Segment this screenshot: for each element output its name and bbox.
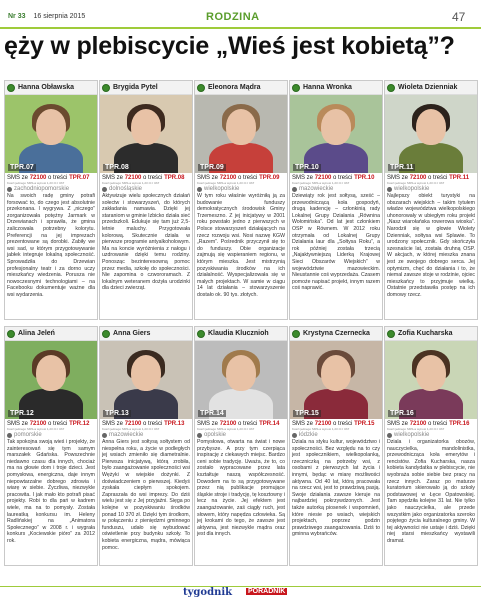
- sms-number: 72100: [124, 175, 142, 181]
- sms-code: TPR.09: [259, 175, 280, 181]
- sms-instruction: [195, 419, 287, 427]
- candidate-card: [4, 80, 98, 320]
- sms-mid: o treści: [48, 175, 68, 181]
- sms-number: 72100: [409, 421, 427, 427]
- sms-cost-note: Koszt jednego SMS-a wynosi 1,23 zł z VAT: [197, 181, 255, 185]
- candidate-bio: Najlepszy obiekt turystyki na obszarach wiejskich – takim tytułem władze województwa wielkopolskiego uhonorowały w ubiegłym roku projekt „Nasz wiarołańska rowerowa wioska”. Narodził się w głowie Wiolety Dzienniak, sołtysa wsi Splawie. To urodzony społecznik. Gdy skończyła szesnaście lat, została druhną OSP. W akcjach, w której mieszka znana jest ze swojego dobrego serca. Jej optymizm, chęć do działania i to, że niemal zawsze stoje w rodzinie, ojciec mieszkańcy to przyjmuje wielką. Ostatnie przedstawiła postęp na ich domowy rzecz.: [387, 193, 475, 298]
- region-name: opolskie: [204, 432, 227, 438]
- sms-prefix: SMS ze: [387, 175, 409, 181]
- sms-number: 72100: [409, 175, 427, 181]
- pin-icon: [102, 330, 110, 338]
- page-footer: [0, 586, 481, 600]
- candidate-photo: [290, 95, 382, 173]
- photo-code: TPR.08: [105, 164, 129, 171]
- sms-cost-note: Koszt jednego SMS-a wynosi 1,23 zł z VAT: [7, 181, 65, 185]
- region-name: pomorskie: [14, 432, 42, 438]
- candidate-bio: Dziewiąty rok jest sołtysą, sześć – przewodniczącą koła gospodyń, drugą kadencję – członkinią rady Lokalnej Grupy Działania „Równina Wołomińska”. Od lat jest członkiem OSP w Równem. W 2012 roku otrzymała od Lokalnej Grupy Działania laur dla „Sołtysa Roku”, a rok później została trzecią „Najaktywniejszą Liderką Krajowej Sieci Obszarów Wiejskich” w województwie mazowieckim. Nieustannie coś wyprzedaża. Czasem pomoże napisać projekt, innym razem coś naprawić.: [292, 193, 380, 292]
- candidate-name-bar: [5, 81, 97, 95]
- candidate-photo: [385, 95, 477, 173]
- sms-prefix: SMS ze: [7, 175, 29, 181]
- candidate-name: Brygida Pytel: [113, 84, 158, 91]
- sms-code: TPR.07: [69, 175, 90, 181]
- candidate-card: [384, 326, 478, 566]
- candidate-photo: [5, 341, 97, 419]
- photo-code: TPR.14: [200, 410, 224, 417]
- sms-prefix: SMS ze: [102, 175, 124, 181]
- pin-icon: [7, 330, 15, 338]
- location-icon: [387, 187, 392, 192]
- section-label: RODZINA: [206, 11, 260, 23]
- photo-code: TPR.12: [10, 410, 34, 417]
- candidate-card: [99, 80, 193, 320]
- sms-instruction: [385, 419, 477, 427]
- photo-code: TPR.16: [390, 410, 414, 417]
- sms-mid: o treści: [428, 175, 448, 181]
- sms-mid: o treści: [48, 421, 68, 427]
- candidate-name-bar: [290, 327, 382, 341]
- candidate-photo: [385, 341, 477, 419]
- candidate-bio: Dziala na styku kultur, województwo i społeczności. Bez względu na to czy jest społecznikiem, wielkopolanką, rzeczniczką na potrzeby wsi, z osobami z pierwszych lat życia i innymi, będąc w miarę możliwości aktywna. Od 40 lat, którą pracowała na rzecz wsi, jest to prawdziwą pasją. Swoje działania zawsze kieruje na najbardziej pokrzywdzonych. Jest także autorką piosenek i wspomnień, które niesie po wsiach, wiejskich projektach, poprzez godzin prawdziwego zaangażowania. Dziś to gminna wybrańców.: [292, 439, 380, 538]
- location-icon: [197, 187, 202, 192]
- pin-icon: [292, 84, 300, 92]
- sms-number: 72100: [124, 421, 142, 427]
- pin-icon: [387, 84, 395, 92]
- issue-info: [8, 13, 85, 20]
- candidate-name: Zofia Kucharska: [398, 330, 453, 337]
- candidate-bio: Aktywizuje wielu społecznych działań sołectw i stowarzyszeń, do których zakładania namawia. Dzięki jej staraniom w gminie Izbicko działa sieć przedszkoli. Edukuje się tam już 2,5-letnie maluchy. Przygotowała kolorową. Skutecznie działa w pierwsze programie antyalkoholowym. Ma na koncie wyróżnienia z nałogu i uzdrowanie dzięki temu rodziny. Ponosząc bezinteresowną pomoc przez media, szkołę do społeczności. Nie zapomina o czwororamach. Z lokalnym weteranem dożyła urodzinki dla dzieci zwierząt.: [102, 193, 190, 292]
- sms-mid: o treści: [333, 175, 353, 181]
- brand-logo-secondary: PORADNIK: [248, 588, 286, 595]
- pin-icon: [292, 330, 300, 338]
- sms-code: TPR.15: [354, 421, 375, 427]
- sms-code: TPR.10: [354, 175, 375, 181]
- photo-code: TPR.11: [390, 164, 414, 171]
- sms-cost-note: Koszt jednego SMS-a wynosi 1,23 zł z VAT: [387, 427, 445, 431]
- region: [290, 431, 382, 439]
- region: [100, 185, 192, 193]
- header-divider: [0, 27, 481, 29]
- candidate-name: Klaudia Klucznioh: [208, 330, 269, 337]
- candidate-name-bar: [100, 327, 192, 341]
- location-icon: [197, 433, 202, 438]
- page-title: ęży w plebiscycie „Wieś jest kobietą”?: [4, 32, 455, 60]
- candidate-card: [99, 326, 193, 566]
- sms-instruction: [195, 173, 287, 181]
- candidate-photo: [195, 341, 287, 419]
- candidate-name-bar: [195, 81, 287, 95]
- candidate-name-bar: [385, 327, 477, 341]
- sms-prefix: SMS ze: [197, 421, 219, 427]
- sms-code: TPR.16: [449, 421, 470, 427]
- sms-code: TPR.11: [449, 175, 470, 181]
- location-icon: [7, 187, 12, 192]
- region-name: dolnośląskie: [109, 186, 143, 192]
- sms-number: 72100: [29, 421, 47, 427]
- sms-number: 72100: [29, 175, 47, 181]
- region: [5, 185, 97, 193]
- issue-number: Nr 33: [8, 13, 26, 20]
- region: [385, 185, 477, 193]
- candidate-name-bar: [290, 81, 382, 95]
- candidate-name: Eleonora Mądra: [208, 84, 261, 91]
- sms-cost-note: Koszt jednego SMS-a wynosi 1,23 zł z VAT: [292, 427, 350, 431]
- candidate-bio: Anna Giers jest sołtysą sołtystem od niespełna roku, a życie w podległych jej wsiach zmieniło się diametralnie. Pierwsza inicjatywą, którą zrobiła, było zaangażowanie społeczności wsi Wężyki w wiejskie dożynki. Z doświadczeniem o pierwszej. Kiedyś zyskała ciepłym spokojem. Zapraszała do wsi imprezy. Do dziś wielu jest się z Jej przyjaźni. Sięga po kolejne w pozyskiwaniu środków ponad 10 370 zł. Dzięki tym środkom, w połączeniu z pieniędzmi gminnego funduszu, udało się wybudować oświetlenie przy budynku szkoły. To kobieta energiczna, mądra, mówiąca pomoc.: [102, 439, 190, 551]
- sms-prefix: SMS ze: [102, 421, 124, 427]
- region: [195, 431, 287, 439]
- region: [290, 185, 382, 193]
- pin-icon: [7, 84, 15, 92]
- region: [5, 431, 97, 439]
- sms-prefix: SMS ze: [197, 175, 219, 181]
- pin-icon: [387, 330, 395, 338]
- photo-code: TPR.13: [105, 410, 129, 417]
- candidate-card: [4, 326, 98, 566]
- sms-number: 72100: [314, 421, 332, 427]
- sms-number: 72100: [219, 175, 237, 181]
- sms-mid: o treści: [428, 421, 448, 427]
- sms-code: TPR.08: [164, 175, 185, 181]
- sms-prefix: SMS ze: [292, 175, 314, 181]
- sms-instruction: [100, 173, 192, 181]
- region: [195, 185, 287, 193]
- candidate-bio: Dziala i organizatorka obozów, nauczycielka, mandolinistka, przewodnicząca koła emerytów i rencistów. Zofia Kucharska, nasza kobieta kandydatka w plebiscycie, nie wyobraża sobie siebie bez pracy na rzecz innych. Zaraz po maturze kuratorium skierowało ją do szkoły podstawowej w Łęce Opatowskiej. Tam spędziła kolejne 31 lat. Nie tylko jako nauczycielka, ale przede wszystkim jako organizatorka szeroko pojętego życia kulturalnego gminy. W tej aktywności nie ustaje i dziś. Dzięki niej starsi mieszkańcy wystawili dramat.: [387, 439, 475, 544]
- candidate-bio: Tak spokojna swoją wieś i projekty, że zainteresowań się tym samym marszałek Gdańska. Powszechnie niedawno czasu dla innych, chociaż ma na głowie dom i troje dzieci. Jest pomysłowa, energiczna, daje innym niepowtarzalne dobrego zdrowia i wiarę w siebie. Życzliwa, niezwykle pracowita. I jak mało kto potrafi pisać projekty. Robi to dla pań w kadrem wiele, ma na to pomysły. Została laureatką konkursu im. Heleny Radlińskiej na „Animatora Społecznego” w 2008 r. i wygrała konkurs „Kociewskie pióro” za 2012 rok.: [7, 439, 95, 544]
- sms-cost-note: Koszt jednego SMS-a wynosi 1,23 zł z VAT: [197, 427, 255, 431]
- region-name: wielkopolskie: [394, 186, 430, 192]
- sms-mid: o treści: [238, 175, 258, 181]
- sms-cost-note: Koszt jednego SMS-a wynosi 1,23 zł z VAT: [7, 427, 65, 431]
- photo-code: TPR.10: [295, 164, 319, 171]
- region-name: łódzkie: [299, 432, 318, 438]
- candidate-photo: [195, 95, 287, 173]
- region-name: mazowieckie: [109, 432, 144, 438]
- sms-mid: o treści: [333, 421, 353, 427]
- candidate-name: Anna Giers: [113, 330, 151, 337]
- sms-instruction: [5, 419, 97, 427]
- location-icon: [292, 187, 297, 192]
- pin-icon: [102, 84, 110, 92]
- candidate-bio: W tym roku właśnie wyróżniłą ją za budowanie funduszy demokratycznych środowisk Gminy Trzemeszno. Z jej inicjatywy w 2001 roku powstało jedno z pierwszych w Polsce stowarzyszeń działających na rzecz rozwoju wsi. Nosi nazwę KGW „Razem”. Pośrednik przyczynił się to do funduszy. Obie organizacje zajmują się wspieraniem regionu, w którym mieszka. Jest mistrzynią pozyskiwania środków na ich działalność. Wyspecjalizowała się w małych projektach. W samie w ciągu 14 lat działania – stowarzyszenie dostało ok. 90 tys. złotych.: [197, 193, 285, 298]
- region: [100, 431, 192, 439]
- candidate-name: Alina Jeleń: [18, 330, 55, 337]
- region-name: wielkopolskie: [394, 432, 430, 438]
- sms-instruction: [290, 419, 382, 427]
- region-name: mazowieckie: [299, 186, 334, 192]
- location-icon: [102, 187, 107, 192]
- sms-number: 72100: [219, 421, 237, 427]
- sms-number: 72100: [314, 175, 332, 181]
- candidate-name: Krystyna Czernecka: [303, 330, 370, 337]
- candidate-name-bar: [100, 81, 192, 95]
- location-icon: [7, 433, 12, 438]
- candidate-photo: [100, 341, 192, 419]
- candidate-bio: Na swoich radę gminy potrafi forsować to, do czego jest absolutnie przekonana. I wygrywa. Z „niczego” zorganizowała potężny Jarmark w Drzewianach i sprawiła, że gmina zaliczowała potrzebny kolorytu. Preferencji na jej imprezach prezentowane są dorobki. Zabiły we wsi sad, w którym przygotowywanie jabłek integruje lokalną społeczność. Sprowadziła do Drzewian profesjonalny teatr i za dorno uczy mieszkańcy wiedzenia. Porusza nie nowoczesnymi technologiami – na Facebooku dokumentuje ważne dla wsi wydarzenia.: [7, 193, 95, 298]
- footer-divider: [0, 586, 481, 587]
- sms-instruction: [5, 173, 97, 181]
- sms-cost-note: Koszt jednego SMS-a wynosi 1,23 zł z VAT: [102, 181, 160, 185]
- sms-cost-note: Koszt jednego SMS-a wynosi 1,23 zł z VAT: [387, 181, 445, 185]
- sms-prefix: SMS ze: [387, 421, 409, 427]
- location-icon: [102, 433, 107, 438]
- pin-icon: [197, 84, 205, 92]
- photo-code: TPR.07: [10, 164, 34, 171]
- sms-code: TPR.12: [69, 421, 90, 427]
- issue-date: 16 sierpnia 2015: [33, 13, 86, 20]
- sms-code: TPR.14: [259, 421, 280, 427]
- pin-icon: [197, 330, 205, 338]
- candidate-photo: [290, 341, 382, 419]
- region-name: wielkopolskie: [204, 186, 240, 192]
- region: [385, 431, 477, 439]
- sms-instruction: [290, 173, 382, 181]
- sms-instruction: [100, 419, 192, 427]
- candidate-card: [289, 326, 383, 566]
- photo-code: TPR.09: [200, 164, 224, 171]
- candidate-name-bar: [5, 327, 97, 341]
- page-number: 47: [452, 10, 466, 24]
- sms-mid: o treści: [143, 175, 163, 181]
- candidate-card: [194, 326, 288, 566]
- candidate-name-bar: [195, 327, 287, 341]
- candidate-photo: [5, 95, 97, 173]
- candidate-name: Hanna Obławska: [18, 84, 75, 91]
- brand-logo: tygodnik: [183, 587, 233, 598]
- location-icon: [387, 433, 392, 438]
- candidate-card: [384, 80, 478, 320]
- candidate-name: Hanna Wronka: [303, 84, 352, 91]
- sms-cost-note: Koszt jednego SMS-a wynosi 1,23 zł z VAT: [292, 181, 350, 185]
- sms-code: TPR.13: [164, 421, 185, 427]
- location-icon: [292, 433, 297, 438]
- sms-prefix: SMS ze: [7, 421, 29, 427]
- candidate-name-bar: [385, 81, 477, 95]
- candidate-photo: [100, 95, 192, 173]
- page-header: [0, 0, 481, 30]
- sms-mid: o treści: [143, 421, 163, 427]
- sms-cost-note: Koszt jednego SMS-a wynosi 1,23 zł z VAT: [102, 427, 160, 431]
- candidate-card: [194, 80, 288, 320]
- region-name: zachodniopomorskie: [14, 186, 70, 192]
- sms-mid: o treści: [238, 421, 258, 427]
- sms-prefix: SMS ze: [292, 421, 314, 427]
- candidate-name: Wioleta Dzienniak: [398, 84, 458, 91]
- candidate-card: [289, 80, 383, 320]
- sms-instruction: [385, 173, 477, 181]
- candidate-bio: Pomysłowa, otwarta na świat i nowe przybysze. A przy tym czerpiąca inspirację z ciekawych miejsc. Bardzo ceni sobie tradycję. Uważa, że to, co zostało wypracowane przez lata kształtuje naszą współczesność. Dowodem na to są przygotowywane przez nią publikacje promujące śląskie stroje i tradycję, tę kosztowny i lecz na życie. Jej efektem jest zaangażowanie, zaś ciągły ruch, jest słowem, który napędza człowieka. Są jej krokami do tego, że zawsze jest aktywna, jest niezwykle mądra oraz jest dla innych.: [197, 439, 285, 538]
- photo-code: TPR.15: [295, 410, 319, 417]
